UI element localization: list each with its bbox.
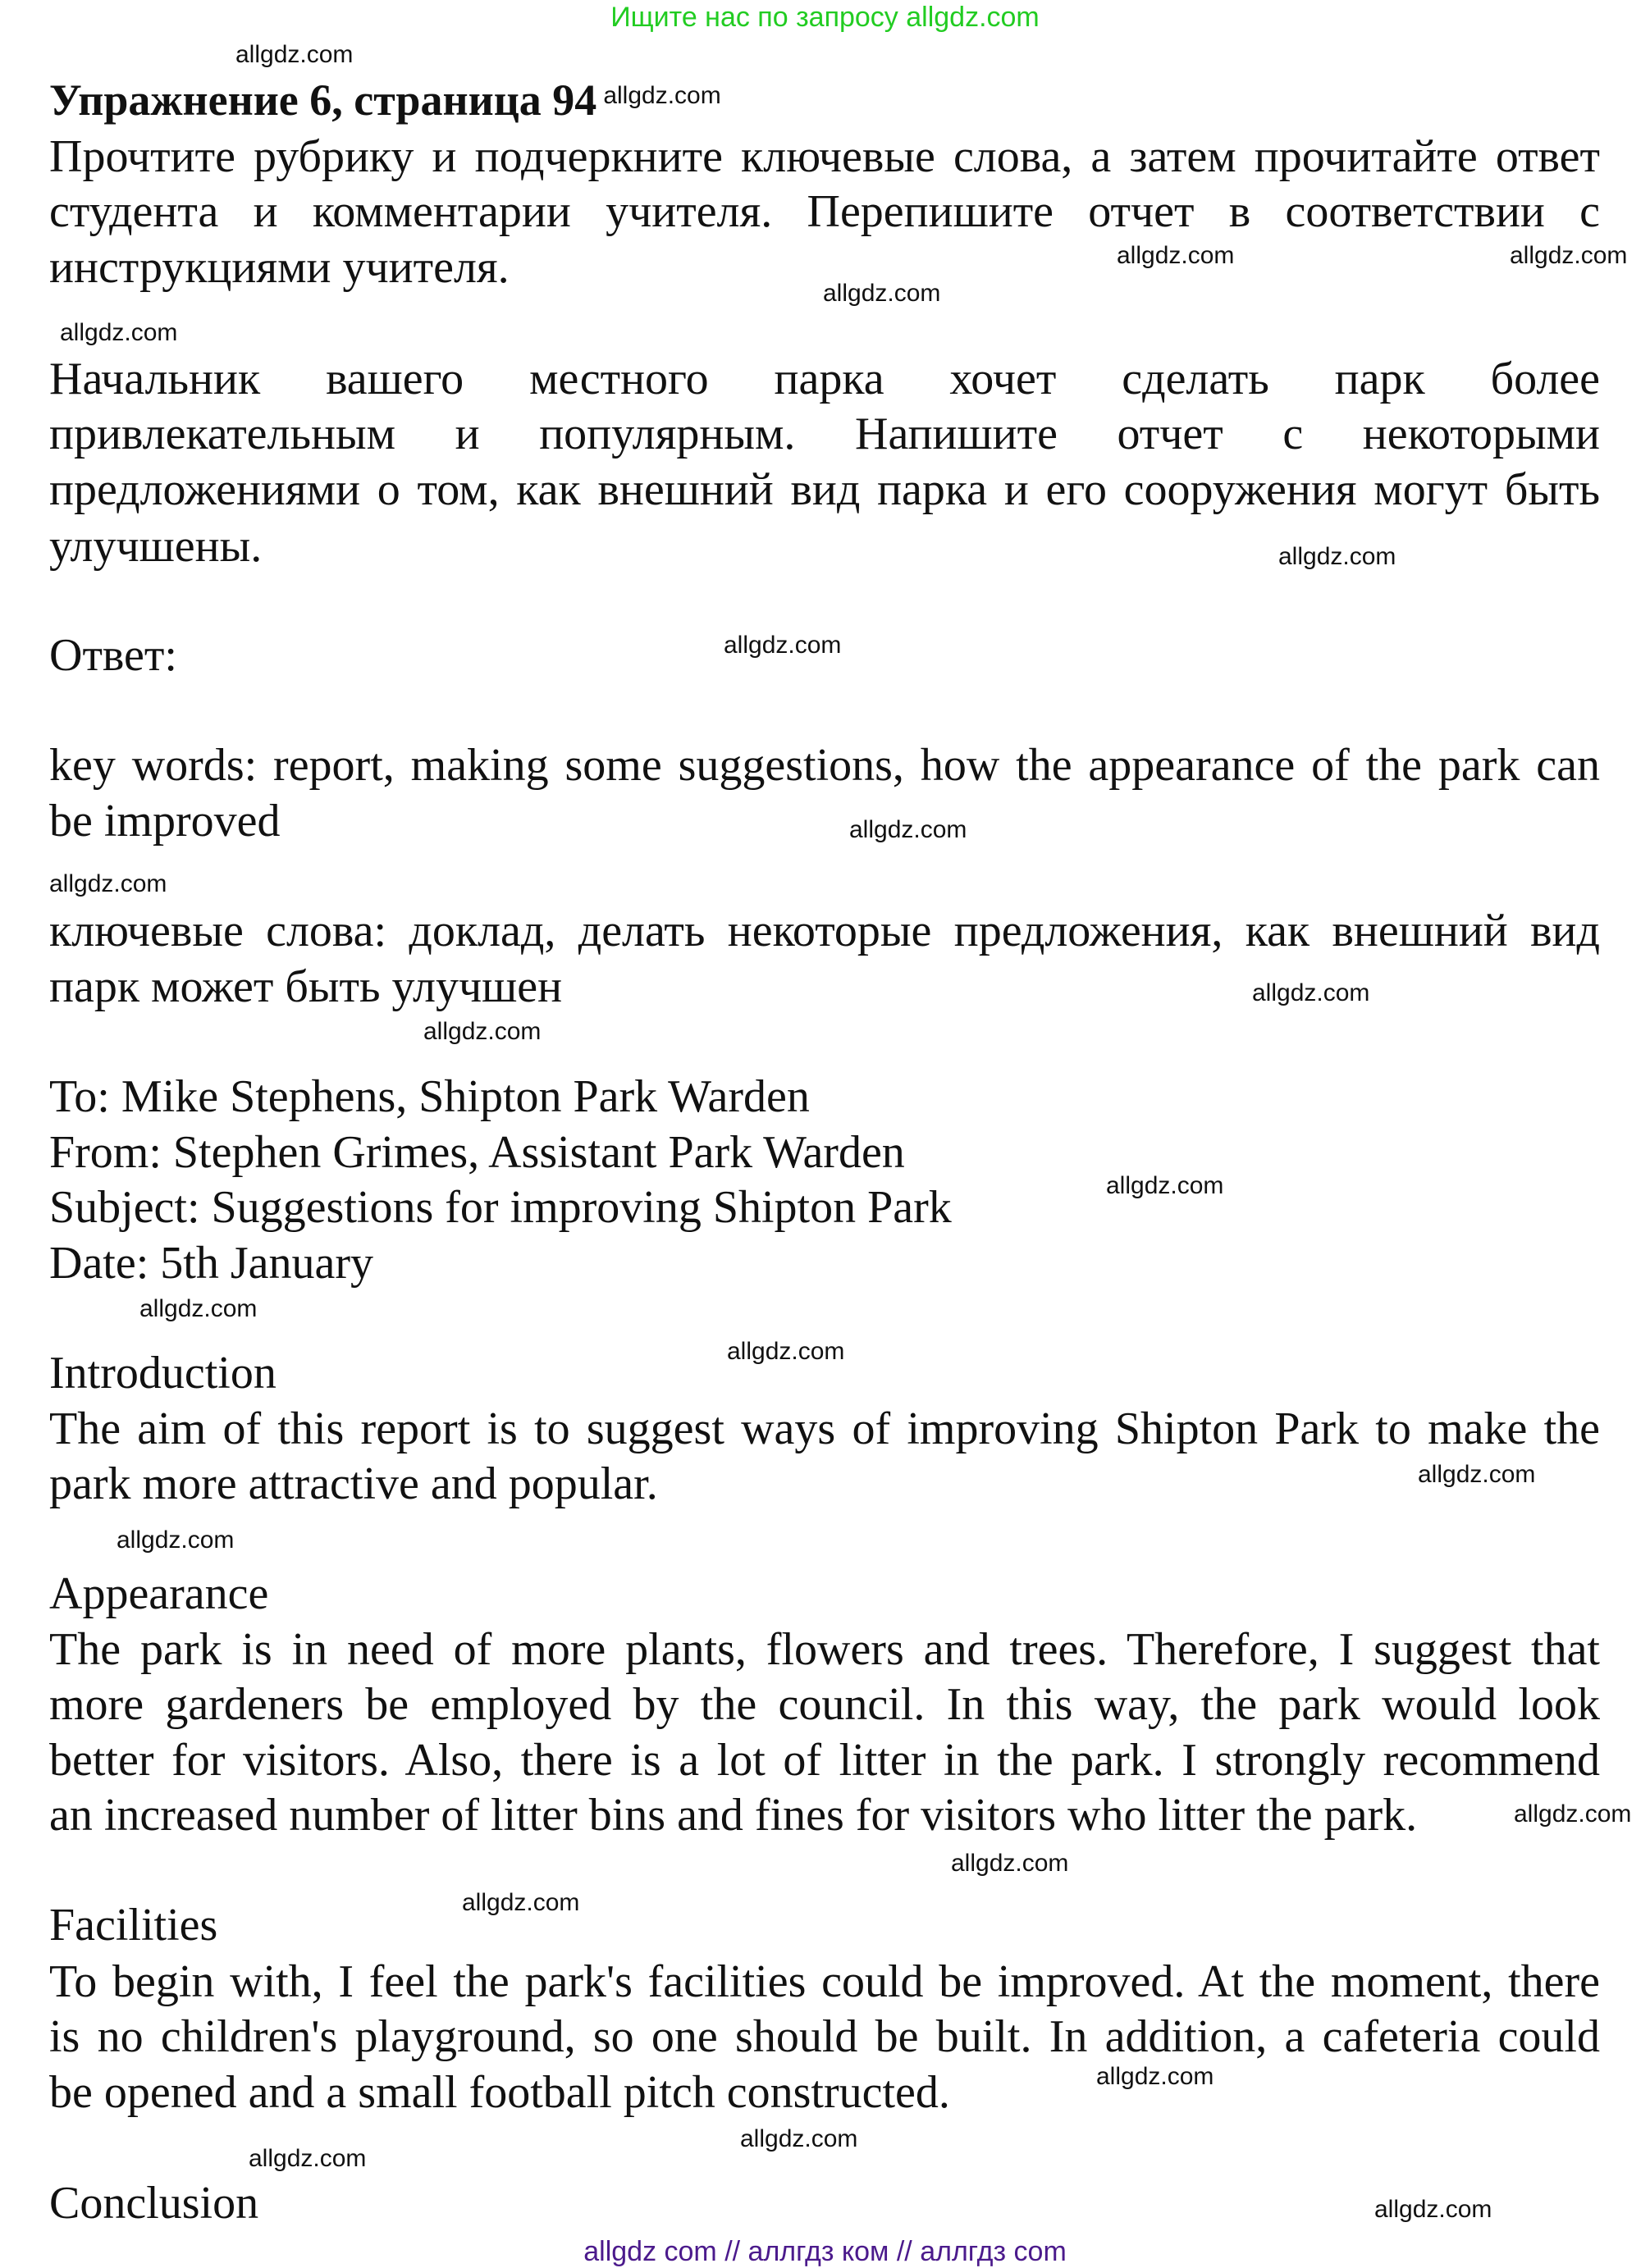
watermark: allgdz.com xyxy=(1418,1461,1536,1488)
watermark: allgdz.com xyxy=(1374,2196,1492,2223)
watermark: allgdz.com xyxy=(423,1018,542,1045)
watermark: allgdz.com xyxy=(60,319,178,346)
keywords-en-line: be improved xyxy=(49,796,281,847)
introduction-line: park more attractive and popular. xyxy=(49,1458,658,1509)
memo-from: From: Stephen Grimes, Assistant Park Warden xyxy=(49,1127,905,1178)
task-line: инструкциями учителя. xyxy=(49,242,510,293)
answer-label: Ответ: xyxy=(49,630,177,681)
appearance-line: The park is in need of more plants, flowers and trees. Therefore, I suggest that xyxy=(49,1624,1600,1675)
memo-date: Date: 5th January xyxy=(49,1238,373,1289)
appearance-line: an increased number of litter bins and fines for visitors who litter the park. xyxy=(49,1790,1418,1841)
watermark: allgdz.com xyxy=(1106,1172,1224,1199)
watermark: allgdz.com xyxy=(740,2125,858,2152)
watermark: allgdz.com xyxy=(724,632,842,659)
introduction-heading: Introduction xyxy=(49,1348,277,1399)
memo-subject: Subject: Suggestions for improving Shipton Park xyxy=(49,1182,952,1233)
appearance-heading: Appearance xyxy=(49,1568,269,1619)
watermark: allgdz.com xyxy=(249,2145,367,2172)
watermark: allgdz.com xyxy=(49,870,167,897)
watermark: allgdz.com xyxy=(235,41,354,68)
watermark: allgdz.com xyxy=(823,280,941,307)
watermark: allgdz.com xyxy=(1252,979,1370,1006)
facilities-line: is no children's playground, so one should be built. In addition, a cafeteria could xyxy=(49,2011,1600,2062)
prompt-line: привлекательным и популярным. Напишите отчет с некоторыми xyxy=(49,408,1600,459)
facilities-heading: Facilities xyxy=(49,1900,218,1951)
keywords-en-line: key words: report, making some suggestions, how the appearance of the park can xyxy=(49,740,1600,791)
prompt-line: Начальник вашего местного парка хочет сделать парк более xyxy=(49,354,1600,404)
facilities-line: be opened and a small football pitch constructed. xyxy=(49,2067,950,2118)
watermark: allgdz.com xyxy=(139,1295,258,1322)
prompt-line: предложениями о том, как внешний вид парка и его сооружения могут быть xyxy=(49,464,1600,515)
watermark: allgdz.com xyxy=(1117,242,1235,269)
watermark: allgdz.com xyxy=(603,82,721,109)
watermark: allgdz.com xyxy=(117,1526,235,1554)
prompt-line: улучшены. xyxy=(49,521,263,572)
memo-to: To: Mike Stephens, Shipton Park Warden xyxy=(49,1071,810,1122)
appearance-line: more gardeners be employed by the council. In this way, the park would look xyxy=(49,1679,1600,1730)
search-banner[interactable]: Ищите нас по запросу allgdz.com xyxy=(610,2,1040,33)
watermark: allgdz.com xyxy=(1514,1800,1632,1828)
watermark: allgdz.com xyxy=(1510,242,1628,269)
introduction-line: The aim of this report is to suggest ways of improving Shipton Park to make the xyxy=(49,1403,1600,1454)
exercise-title-row xyxy=(49,74,721,134)
watermark: allgdz.com xyxy=(849,816,967,843)
task-line: Прочтите рубрику и подчеркните ключевые слова, а затем прочитайте ответ xyxy=(49,131,1600,182)
appearance-line: better for visitors. Also, there is a lot of litter in the park. I strongly recommend xyxy=(49,1735,1600,1786)
facilities-line: To begin with, I feel the park's facilities could be improved. At the moment, there xyxy=(49,1956,1600,2007)
exercise-title: Упражнение 6, страница 94 xyxy=(49,75,597,125)
watermark: allgdz.com xyxy=(1096,2063,1214,2090)
watermark: allgdz.com xyxy=(462,1889,580,1916)
task-line: студента и комментарии учителя. Перепишите отчет в соответствии с xyxy=(49,186,1600,237)
conclusion-heading: Conclusion xyxy=(49,2178,259,2229)
keywords-ru-line: ключевые слова: доклад, делать некоторые предложения, как внешний вид xyxy=(49,906,1600,956)
watermark: allgdz.com xyxy=(1278,543,1396,570)
watermark: allgdz.com xyxy=(951,1850,1069,1877)
footer-links[interactable]: allgdz com // аллгдз ком // аллгдз com xyxy=(583,2236,1067,2267)
watermark: allgdz.com xyxy=(727,1338,845,1365)
keywords-ru-line: парк может быть улучшен xyxy=(49,961,563,1012)
